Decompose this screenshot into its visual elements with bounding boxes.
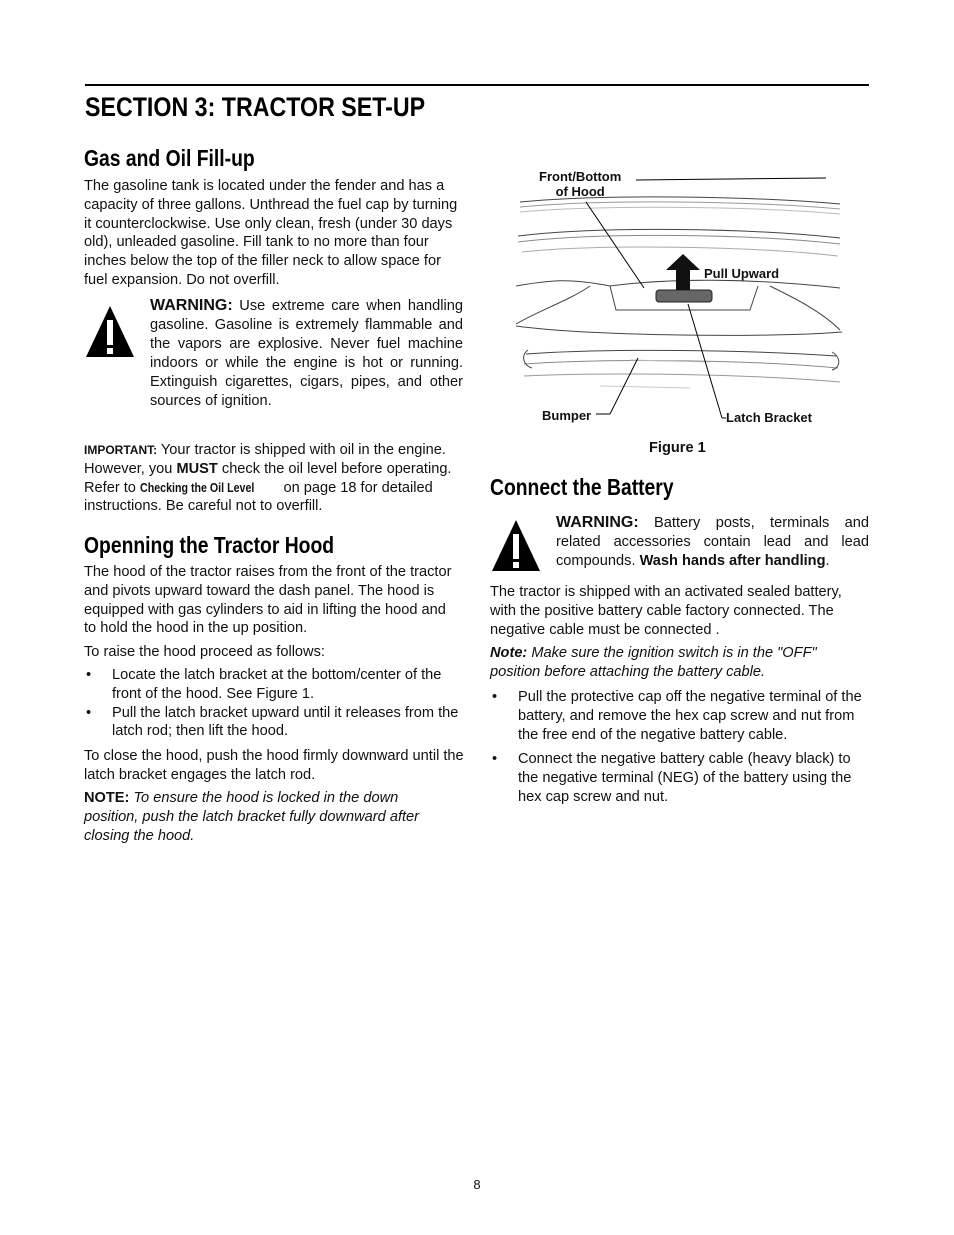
front-bottom-label-line2: of Hood [555, 184, 605, 199]
important-text-1: Your tractor is shipped with oil in the engine. However, you [84, 442, 446, 477]
hood-illustration [510, 160, 855, 435]
battery-heading: Connect the Battery [490, 474, 674, 500]
latch-bracket-label: Latch Bracket [726, 410, 812, 425]
gasoline-warning-text [150, 296, 463, 411]
warning-body: Use extreme care when handling gasoline. Gasoline is extremely flammable and the vapors are explosive. Never fuel machine indoors or while the engine is hot or running. Extinguish cigarettes, cigars, pipes, and other sources of ignition. [150, 298, 463, 409]
list-item: • Locate the latch bracket at the bottom/center of the front of the hood. See Figure 1. [84, 666, 464, 704]
hood-figure [510, 160, 855, 435]
hood-raise-intro: To raise the hood proceed as follows: [84, 644, 325, 660]
hood-steps [84, 666, 464, 741]
hood-heading: Openning the Tractor Hood [84, 532, 335, 558]
front-bottom-label [539, 169, 621, 199]
battery-warning [490, 513, 869, 579]
important-text-2: check the oil level before operating. Refer to [84, 460, 452, 496]
important-note [84, 441, 464, 516]
must-emphasis: MUST [176, 460, 218, 477]
figure-caption: Figure 1 [649, 440, 706, 456]
battery-warning-text [556, 513, 869, 571]
list-item: • Pull the latch bracket upward until it releases from the latch rod; then lift the hood. [84, 704, 464, 742]
warning-triangle-icon [490, 518, 542, 574]
wash-hands-emphasis: Wash hands after handling [639, 553, 826, 569]
hood-note [84, 789, 454, 845]
warning-triangle-icon [84, 304, 136, 360]
list-item: • Connect the negative battery cable (heavy black) to the negative terminal (NEG) of the battery using the hex cap screw and nut. [490, 750, 869, 806]
pull-upward-label: Pull Upward [704, 266, 780, 281]
top-rule [85, 84, 869, 86]
warning-end: . [825, 553, 830, 569]
battery-intro: The tractor is shipped with an activated sealed battery, with the positive battery cable factory connected. The negative cable must be connected . [490, 584, 842, 638]
hood-close-text: To close the hood, push the hood firmly downward until the latch bracket engages the latch rod. [84, 748, 464, 783]
warning-body: Battery posts, terminals and related accessories contain lead and lead compounds. [556, 515, 869, 569]
gasoline-warning [84, 296, 463, 436]
note-text: To ensure the hood is locked in the down position, push the latch bracket fully downward after closing the hood. [84, 790, 420, 844]
bumper-label: Bumper [542, 408, 592, 423]
gas-oil-heading: Gas and Oil Fill-up [84, 145, 255, 171]
front-bottom-label-line1: Front/Bottom [539, 169, 622, 184]
important-label: IMPORTANT: [84, 443, 158, 457]
note-text: Make sure the ignition switch is in the "OFF" position before attaching the battery cable. [490, 645, 817, 680]
note-label: Note: [490, 645, 528, 661]
section-title: SECTION 3: TRACTOR SET-UP [85, 92, 426, 122]
important-text-3: on page 18 for detailed instructions. Be careful not to overfill. [84, 479, 433, 515]
page-number: 8 [473, 1177, 481, 1192]
warning-label: WARNING: [150, 297, 233, 314]
warning-label: WARNING: [556, 514, 639, 531]
list-item: • Pull the protective cap off the negative terminal of the battery, and remove the hex cap screw and nut from the free end of the negative battery cable. [490, 688, 869, 744]
gas-intro: The gasoline tank is located under the fender and has a capacity of three gallons. Unthread the fuel cap by turning it counterclockwise. Use only clean, fresh (under 30 days old), unleaded gasoline. Fill tank to no more than four inches below the top of the filler neck to allow space for fuel expansion. Do not overfill. [84, 178, 458, 288]
battery-steps [490, 688, 869, 807]
hood-intro: The hood of the tractor raises from the front of the tractor and pivots upward toward the dash panel. The hood is equipped with gas cylinders to aid in lifting the hood and to hold the hood in the up position. [84, 564, 452, 637]
note-label: NOTE: [84, 790, 130, 806]
oil-level-reference: Checking the Oil Level [139, 479, 255, 495]
battery-note [490, 644, 869, 682]
